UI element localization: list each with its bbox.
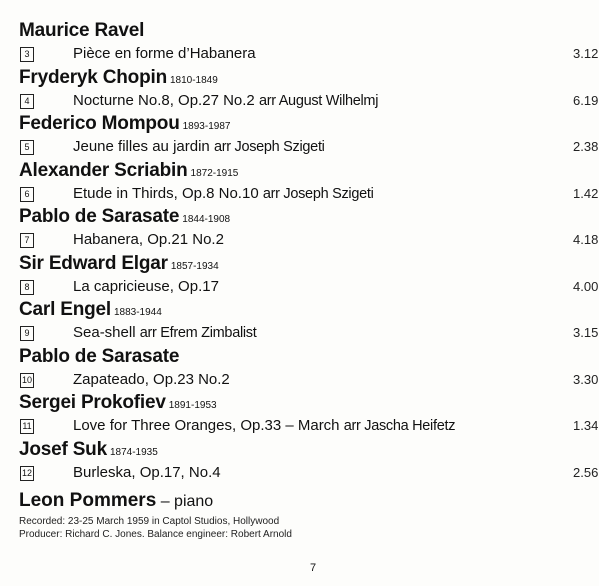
track-title: Jeune filles au jardin <box>73 138 210 155</box>
composer-heading <box>19 113 230 135</box>
composer-dates: 1810-1849 <box>169 75 218 86</box>
composer-name: Federico Mompou <box>19 113 180 134</box>
track-title: Burleska, Op.17, No.4 <box>73 464 221 481</box>
track-duration: 3.30 <box>573 372 599 387</box>
composer-dates: 1844-1908 <box>182 214 231 225</box>
track-title-line <box>73 230 224 250</box>
track-number-box: 4 <box>20 94 34 109</box>
track-duration: 1.34 <box>573 418 599 433</box>
composer-name: Fryderyk Chopin <box>19 67 167 88</box>
track-number-box: 7 <box>20 233 34 248</box>
track-number-box: 8 <box>20 280 34 295</box>
composer-heading <box>19 346 179 368</box>
composer-name: Sergei Prokofiev <box>19 392 166 413</box>
composer-dates: 1872-1915 <box>190 168 239 179</box>
composer-name: Carl Engel <box>19 299 111 320</box>
track-arranger: arr August Wilhelmj <box>258 93 379 109</box>
track-title: Zapateado, Op.23 No.2 <box>73 371 230 388</box>
composer-name: Josef Suk <box>19 439 107 460</box>
performer <box>19 490 213 512</box>
track-number-box: 10 <box>20 373 34 388</box>
composer-name: Sir Edward Elgar <box>19 253 168 274</box>
composer-dates: 1874-1935 <box>109 447 158 458</box>
composer-heading <box>19 439 158 461</box>
performer-name: Leon Pommers <box>19 490 157 511</box>
track-arranger: arr Joseph Szigeti <box>213 139 325 155</box>
track-title-line <box>73 44 256 64</box>
track-title: Habanera, Op.21 No.2 <box>73 231 224 248</box>
track-number-box: 6 <box>20 187 34 202</box>
track-number-box: 3 <box>20 47 34 62</box>
track-title: Pièce en forme d’Habanera <box>73 45 256 62</box>
track-arranger: arr Efrem Zimbalist <box>139 325 257 341</box>
track-number-box: 11 <box>20 419 34 434</box>
composer-heading <box>19 392 217 414</box>
track-title-line <box>73 184 374 204</box>
track-title: Love for Three Oranges, Op.33 – March <box>73 417 340 434</box>
track-title-line <box>73 323 256 343</box>
track-duration: 2.56 <box>573 465 599 480</box>
track-title-line <box>73 277 219 297</box>
page-number: 7 <box>310 562 317 574</box>
composer-dates: 1893-1987 <box>182 121 231 132</box>
composer-heading <box>19 206 230 228</box>
track-number-box: 5 <box>20 140 34 155</box>
track-arranger: arr Joseph Szigeti <box>262 186 374 202</box>
track-title-line <box>73 416 455 436</box>
recorded-line: Recorded: 23-25 March 1959 in Captol Studios, Hollywood <box>19 516 280 527</box>
track-duration: 4.00 <box>573 279 599 294</box>
track-number-box: 9 <box>20 326 34 341</box>
recording-credits <box>19 515 292 541</box>
track-title: Nocturne No.8, Op.27 No.2 <box>73 92 255 109</box>
track-title: La capricieuse, Op.17 <box>73 278 219 295</box>
track-duration: 1.42 <box>573 186 599 201</box>
composer-heading <box>19 253 219 275</box>
composer-heading <box>19 20 144 42</box>
composer-name: Pablo de Sarasate <box>19 206 180 227</box>
track-duration: 2.38 <box>573 139 599 154</box>
composer-name: Alexander Scriabin <box>19 160 188 181</box>
track-duration: 4.18 <box>573 232 599 247</box>
composer-heading <box>19 299 162 321</box>
composer-dates: 1883-1944 <box>113 307 162 318</box>
track-title-line <box>73 370 230 390</box>
track-title: Sea-shell <box>73 324 136 341</box>
track-arranger: arr Jascha Heifetz <box>343 418 456 434</box>
track-duration: 3.15 <box>573 325 599 340</box>
composer-name: Maurice Ravel <box>19 20 145 41</box>
track-title-line <box>73 137 325 157</box>
track-title: Etude in Thirds, Op.8 No.10 <box>73 185 259 202</box>
composer-dates: 1891-1953 <box>168 400 217 411</box>
track-duration: 6.19 <box>573 93 599 108</box>
composer-name: Pablo de Sarasate <box>19 346 180 367</box>
producer-line: Producer: Richard C. Jones. Balance engineer: Robert Arnold <box>19 529 292 540</box>
composer-heading <box>19 160 238 182</box>
track-title-line <box>73 91 378 111</box>
track-title-line <box>73 463 221 483</box>
track-duration: 3.12 <box>573 46 599 61</box>
performer-role: – piano <box>156 493 214 510</box>
track-number-box: 12 <box>20 466 34 481</box>
composer-dates: 1857-1934 <box>170 261 219 272</box>
composer-heading <box>19 67 218 89</box>
